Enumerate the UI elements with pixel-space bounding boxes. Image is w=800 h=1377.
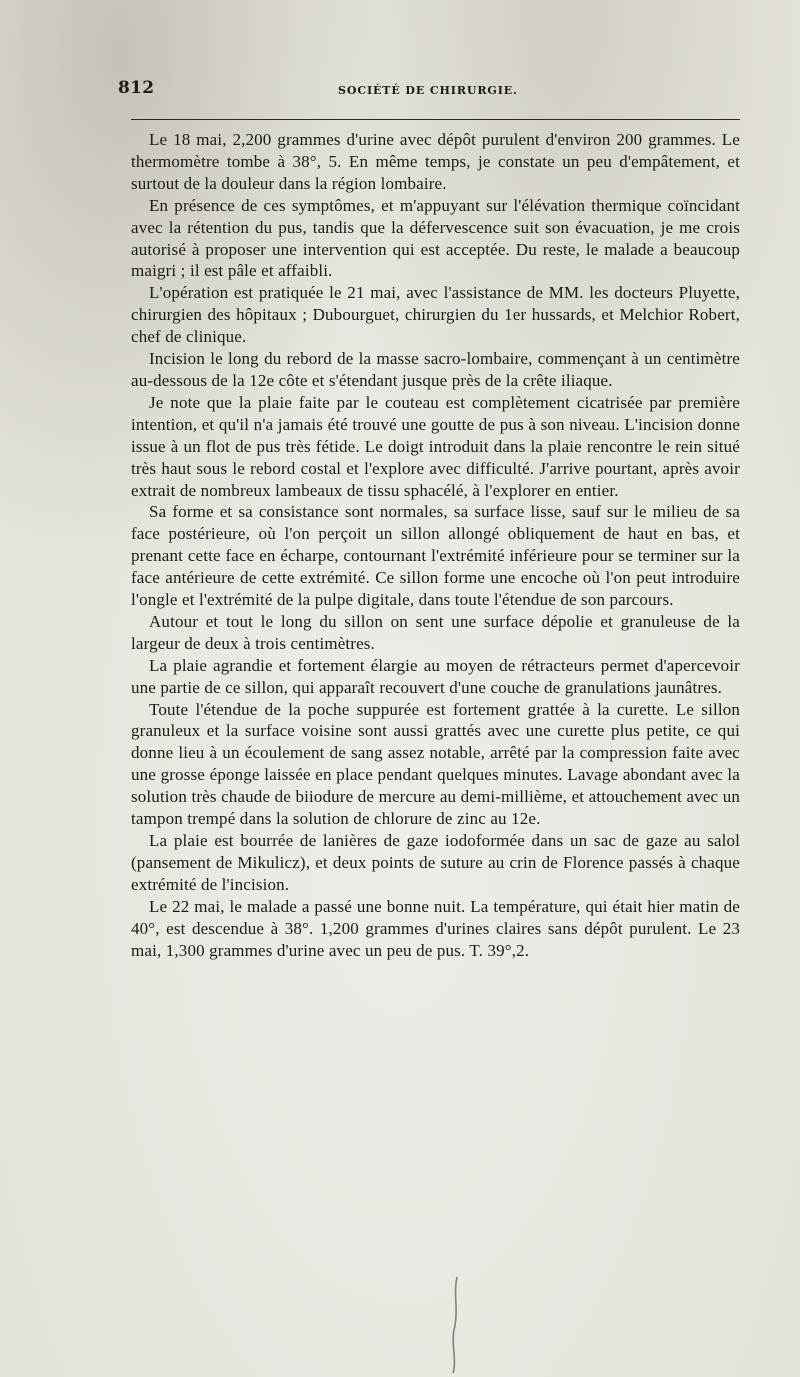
paragraph: Incision le long du rebord de la masse sacro-lombaire, commençant à un centimètre au-dessous de la 12e côte et s'étendant jusque près de la crête iliaque.: [131, 349, 740, 390]
page-number: 812: [118, 78, 155, 98]
paragraph: Je note que la plaie faite par le couteau est complètement cicatrisée par première intention, et qu'il n'a jamais été trouvé une goutte de pus à son niveau. L'incision donne issue à un flot de pus très fétide. Le doigt introduit dans la plaie rencontre le rein situé très haut sous le rebord costal et l'explore avec difficulté. J'arrive pourtant, après avoir extrait de nombreux lambeaux de tissu sphacélé, à l'explorer en entier.: [131, 392, 740, 500]
ink-smudge-mark: [445, 1275, 465, 1375]
paragraph: Autour et tout le long du sillon on sent une surface dépolie et granuleuse de la largeur de deux à trois centimètres.: [131, 611, 740, 653]
paragraph: Le 18 mai, 2,200 grammes d'urine avec dépôt purulent d'environ 200 grammes. Le thermomètre tombe à 38°, 5. En même temps, je constate un peu d'empâtement, et surtout de la douleur dans la région lombaire.: [131, 130, 740, 193]
body-text: [131, 129, 740, 961]
paragraph: En présence de ces symptômes, et m'appuyant sur l'élévation thermique coïncidant avec la rétention du pus, tandis que la défervescence suit son évacuation, je me crois autorisé à proposer une intervention qui est acceptée. Du reste, le malade a beaucoup maigri ; il est pâle et affaibli.: [131, 195, 740, 281]
paragraph: Sa forme et sa consistance sont normales, sa surface lisse, sauf sur le milieu de sa face postérieure, où l'on perçoit un sillon allongé obliquement de haut en bas, et prenant cette face en écharpe, contournant l'extrémité inférieure pour se terminer sur la face antérieure de cette extrémité. Ce sillon forme une encoche où l'on peut introduire l'ongle et l'extrémité de la pulpe digitale, dans toute l'étendue de son parcours.: [131, 502, 740, 610]
paragraph: L'opération est pratiquée le 21 mai, avec l'assistance de MM. les docteurs Pluyette, chirurgien des hôpitaux ; Dubourguet, chirurgien du 1er hussards, et Melchior Robert, chef de clinique.: [131, 283, 740, 347]
header-rule: [131, 119, 740, 120]
running-title: SOCIÉTÉ DE CHIRURGIE.: [338, 84, 518, 97]
paragraph: La plaie est bourrée de lanières de gaze iodoformée dans un sac de gaze au salol (pansement de Mikulicz), et deux points de suture au crin de Florence passés à chaque extrémité de l'incision.: [131, 831, 740, 894]
paragraph: Toute l'étendue de la poche suppurée est fortement grattée à la curette. Le sillon granuleux et la surface voisine sont aussi grattés avec une curette plus petite, ce qui donne lieu à un écoulement de sang assez notable, arrêté par la compression faite avec une grosse éponge laissée en place pendant quelques minutes. Lavage abondant avec la solution très chaude de biiodure de mercure au demi-millième, et attouchement avec un tampon trempé dans la solution de chlorure de zinc au 12e.: [131, 699, 740, 829]
paragraph: La plaie agrandie et fortement élargie au moyen de rétracteurs permet d'apercevoir une partie de ce sillon, qui apparaît recouvert d'une couche de granulations jaunâtres.: [131, 655, 740, 697]
paragraph: Le 22 mai, le malade a passé une bonne nuit. La température, qui était hier matin de 40°, est descendue à 38°. 1,200 grammes d'urines claires sans dépôt purulent. Le 23 mai, 1,300 grammes d'urine avec un peu de pus. T. 39°,2.: [131, 896, 740, 960]
page-header: [118, 78, 740, 104]
